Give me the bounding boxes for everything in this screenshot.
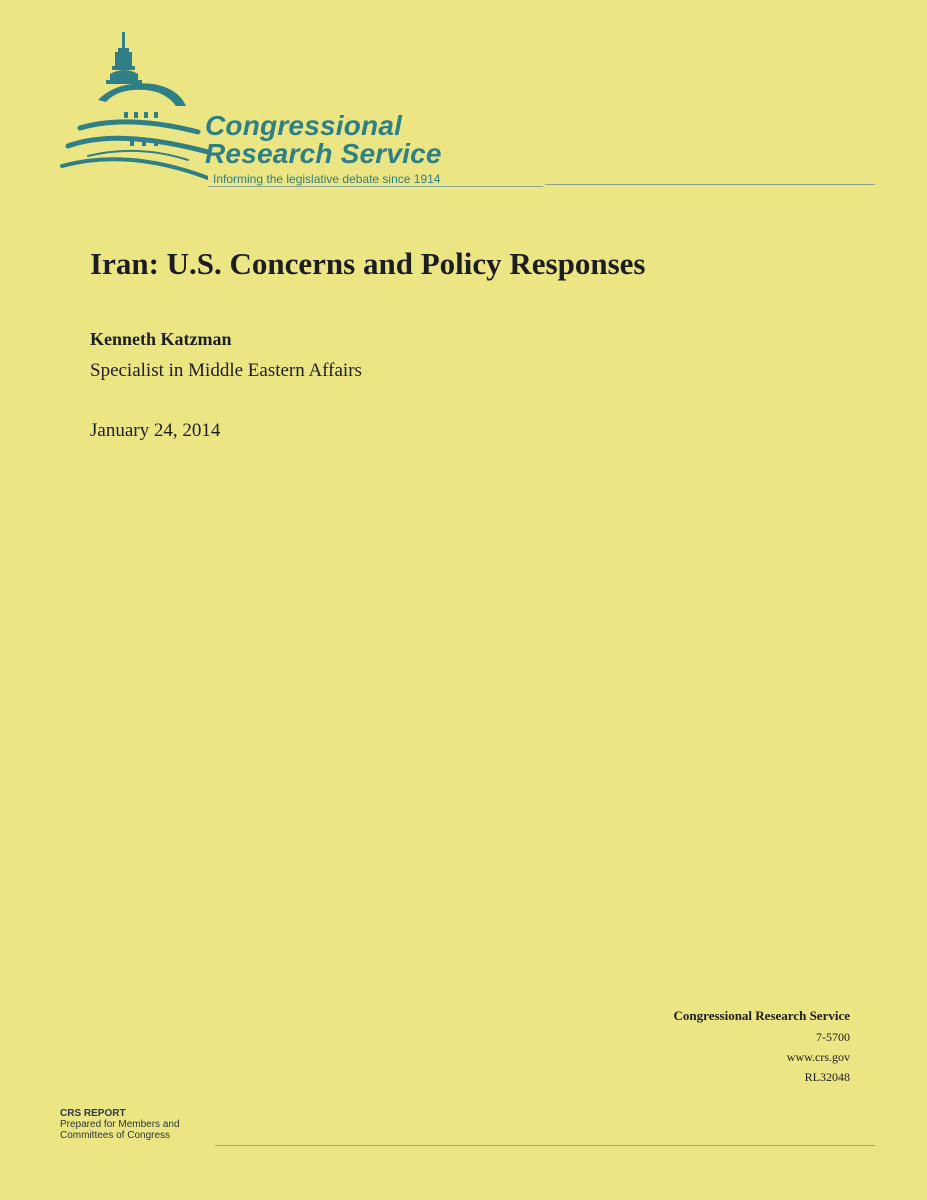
author-name: Kenneth Katzman — [90, 329, 232, 349]
footer-divider — [215, 1145, 875, 1146]
report-number: RL32048 — [804, 1070, 850, 1084]
publisher-info — [674, 1005, 850, 1087]
prepared-for-line1: Prepared for Members and — [60, 1119, 180, 1130]
crs-logo-wordmark — [205, 112, 442, 168]
logo-line-research-service: Research Service — [205, 138, 442, 169]
logo-tagline: Informing the legislative debate since 1914 — [213, 172, 441, 186]
publisher-website: www.crs.gov — [786, 1050, 850, 1064]
report-date: January 24, 2014 — [90, 420, 221, 441]
prepared-for-line2: Committees of Congress — [60, 1130, 171, 1141]
publisher-code: 7-5700 — [816, 1030, 850, 1044]
crs-report-label: CRS REPORT — [60, 1108, 126, 1119]
publisher-name: Congressional Research Service — [673, 1008, 850, 1023]
report-title: Iran: U.S. Concerns and Policy Responses — [90, 246, 646, 281]
tagline-underline — [208, 186, 543, 187]
header-divider — [545, 184, 875, 185]
logo-line-congressional: Congressional — [205, 110, 403, 141]
crs-report-label-block — [60, 1108, 180, 1141]
capitol-dome-icon — [58, 28, 208, 193]
author-role: Specialist in Middle Eastern Affairs — [90, 360, 362, 381]
